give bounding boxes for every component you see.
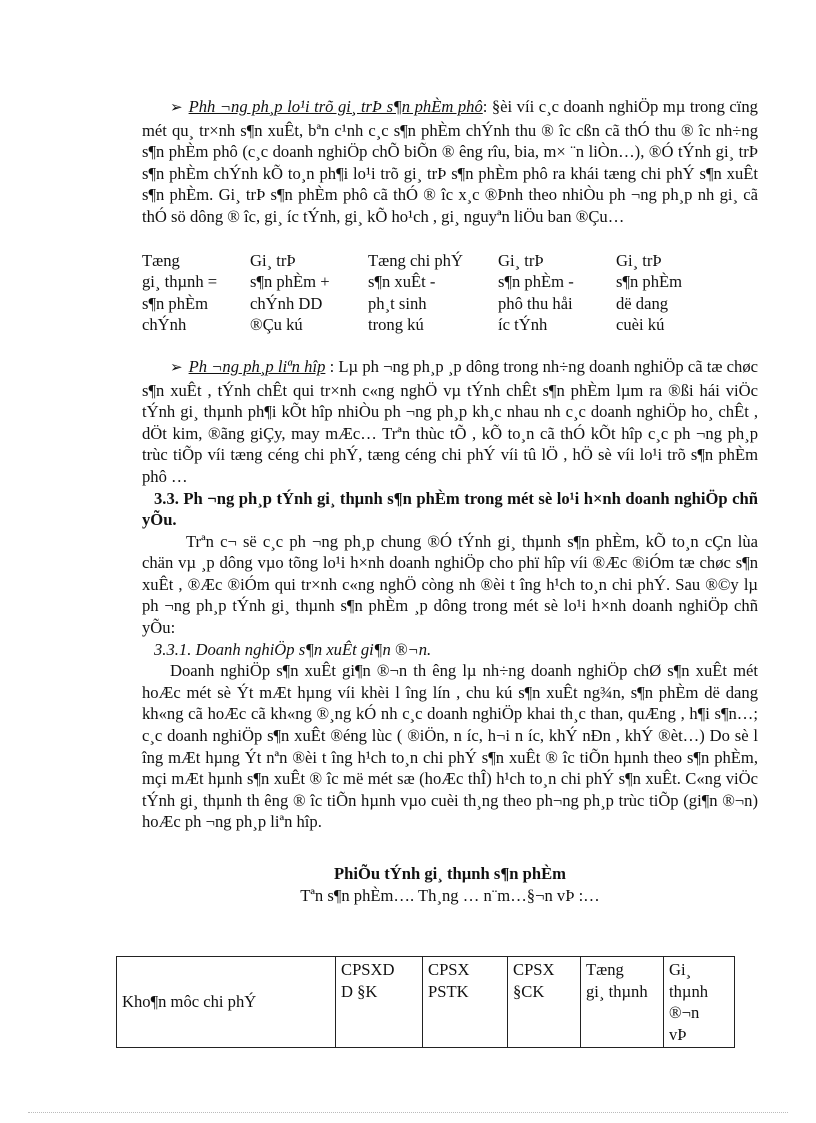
page-footer-divider <box>28 1112 788 1113</box>
method-heading: Phh ¬ng ph¸p lo¹i trõ gi¸ trÞ s¶n phÈm phô <box>188 97 483 116</box>
formula-cell: Tæng <box>142 250 180 270</box>
formula-cell: chÝnh <box>142 315 187 335</box>
document-body <box>142 96 758 906</box>
method-body: : §èi víi c¸c doanh nghiÖp mµ trong cïng mét qu¸ tr×nh s¶n xuÊt, bªn c¹nh c¸c s¶n phÈm chÝnh thu ® îc cßn cã thÓ thu ® îc nh÷ng s¶n phÈm phô (c¸c doanh nghiÖp chÕ biÕn ® êng rîu, bia, m× ¨n liÒn…), ®Ó tÝnh gi¸ trÞ s¶n phÈm chÝnh kÕ to¸n ph¶i lo¹i trõ gi¸ trÞ s¶n phÈm phô ra khái tæng chi phÝ s¶n xuÊt s¶n phÈm. Gi¸ trÞ s¶n phÈm phô cã thÓ ® îc x¸c ®Þnh theo nhiÒu ph ¬ng ph¸p nh gi¸ cã thÓ sö dông ® îc, gi¸ íc tÝnh, gi¸ kÕ ho¹ch , gi¸ nguyªn liÖu ban ®Çu… <box>142 97 758 226</box>
paragraph-exclusion-method <box>142 96 758 228</box>
sheet-title: PhiÕu tÝnh gi¸ thµnh s¶n phÈm <box>333 864 567 883</box>
cost-formula <box>142 250 758 336</box>
arrow-bullet-icon: ➢ <box>170 100 183 116</box>
header-label: CPSX PSTK <box>428 960 470 1001</box>
table-header-cell <box>508 957 581 1048</box>
subsection-heading: 3.3.1. Doanh nghiÖp s¶n xuÊt gi¶n ®¬n. <box>154 639 432 659</box>
formula-cell: íc tÝnh <box>498 315 548 335</box>
formula-cell: ®Çu kú <box>250 315 303 335</box>
section-heading: 3.3. Ph ¬ng ph¸p tÝnh gi¸ thµnh s¶n phÈm trong mét sè lo¹i h×nh doanh nghiÖp chñ yÕu. <box>142 488 758 530</box>
paragraph-simple-production: Doanh nghiÖp s¶n xuÊt gi¶n ®¬n th êng lµ nh÷ng doanh nghiÖp chØ s¶n xuÊt mét hoÆc mét sè Ýt mÆt hµng víi khèi l îng lín , chu kú s¶n xuÊt ng¾n, s¶n phÈm dë dang kh«ng cã hoÆc cã kh«ng ®¸ng kÓ nh c¸c doanh nghiÖp khai th¸c than, quÆng , h¶i s¶n…; c¸c doanh nghiÖp s¶n xuÊt ®éng lùc ( ®iÖn, n íc, h¬i n íc, khÝ nÐn , khÝ ®èt…) Do sè l îng mÆt hµng Ýt nªn ®èi t îng h¹ch to¸n chi phÝ s¶n xuÊt ® îc tiÕn hµnh theo s¶n phÈm, mçi mÆt hµnh s¶n xuÊt ® îc më mét sæ (hoÆc thÎ) h¹ch to¸n chi phÝ s¶n xuÊt. C«ng viÖc tÝnh gi¸ thµnh th êng ® îc tiÕn hµnh vµo cuèi th¸ng theo ph¬ng ph¸p trùc tiÕp (gi¶n ®¬n) hoÆc ph ¬ng ph¸p liªn hîp. <box>142 661 758 832</box>
paragraph-combined-method <box>142 356 758 488</box>
header-label: Kho¶n môc chi phÝ <box>122 992 257 1012</box>
formula-cell: gi¸ thµnh = <box>142 272 218 292</box>
formula-cell: Gi¸ trÞ <box>250 250 296 270</box>
formula-cell: Gi¸ trÞ <box>498 250 544 270</box>
formula-cell: phô thu håi <box>498 293 573 313</box>
formula-cell: s¶n phÈm <box>616 272 683 292</box>
paragraph-intro: Trªn c¬ së c¸c ph ¬ng ph¸p chung ®Ó tÝnh gi¸ thµnh s¶n phÈm, kÕ to¸n cÇn lùa chän vµ ¸p dông vµo tõng lo¹i h×nh doanh nghiÖp cho phï hîp víi ®Æc ®iÓm tæ chøc s¶n xuÊt , ®Æc ®iÓm qui tr×nh c«ng nghÖ còng nh ®èi t îng h¹ch to¸n chi phÝ. Sau ®©y lµ ph ¬ng ph¸p tÝnh gi¸ thµnh s¶n phÈm ¸p dông trong mét sè lo¹i h×nh doanh nghiÖp chñ yÕu: <box>142 531 758 638</box>
table-header-cell <box>336 957 423 1048</box>
table-header-row <box>117 957 735 1048</box>
table-header-cell <box>117 957 336 1048</box>
method-body: : Lµ ph ¬ng ph¸p ¸p dông trong nh÷ng doanh nghiÖp cã tæ chøc s¶n xuÊt , tÝnh chÊt qui tr×nh c«ng nghÖ vµ tÝnh chÊt s¶n phÈm lµm ra ®ßi hái viÖc tÝnh gi¸ thµnh ph¶i kÕt hîp nhiÒu ph ¬ng ph¸p kh¸c nhau nh c¸c doanh nghiÖp ho¸ chÊt , dÖt kim, ®ãng giÇy, may mÆc… Trªn thùc tÕ , kÕ to¸n cã thÓ kÕt hîp c¸c ph ¬ng ph¸p trùc tiÕp víi tæng céng chi phÝ, tæng céng chi phÝ víi tû lÖ , hÖ sè víi lo¹i trõ s¶n phÈm phô … <box>142 356 758 486</box>
table-header-cell <box>581 957 664 1048</box>
formula-cell: Gi¸ trÞ <box>616 250 662 270</box>
header-label: CPSX §CK <box>513 960 555 1001</box>
arrow-bullet-icon: ➢ <box>170 359 183 376</box>
formula-cell: trong kú <box>368 315 424 335</box>
header-label: Gi¸ thµnh ®¬n vÞ <box>669 960 709 1044</box>
cost-sheet-table <box>116 956 735 1048</box>
header-label: Tæng gi¸ thµnh <box>586 960 648 1001</box>
formula-cell: chÝnh DD <box>250 293 323 313</box>
formula-cell: s¶n phÈm + <box>250 272 330 292</box>
formula-cell: s¶n phÈm - <box>498 272 574 292</box>
formula-cell: ph¸t sinh <box>368 293 427 313</box>
table-header-cell <box>664 957 735 1048</box>
method-heading: Ph ¬ng ph¸p liªn hîp <box>188 356 326 376</box>
table-header-cell <box>423 957 508 1048</box>
formula-cell: s¶n xuÊt - <box>368 272 436 292</box>
header-label: CPSXD D §K <box>341 960 395 1001</box>
formula-cell: cuèi kú <box>616 315 665 335</box>
formula-cell: Tæng chi phÝ <box>368 250 463 270</box>
formula-cell: dë dang <box>616 293 669 313</box>
sheet-subtitle: Tªn s¶n phÈm…. Th¸ng … n¨m…§¬n vÞ :… <box>300 885 600 905</box>
formula-cell: s¶n phÈm <box>142 293 209 313</box>
